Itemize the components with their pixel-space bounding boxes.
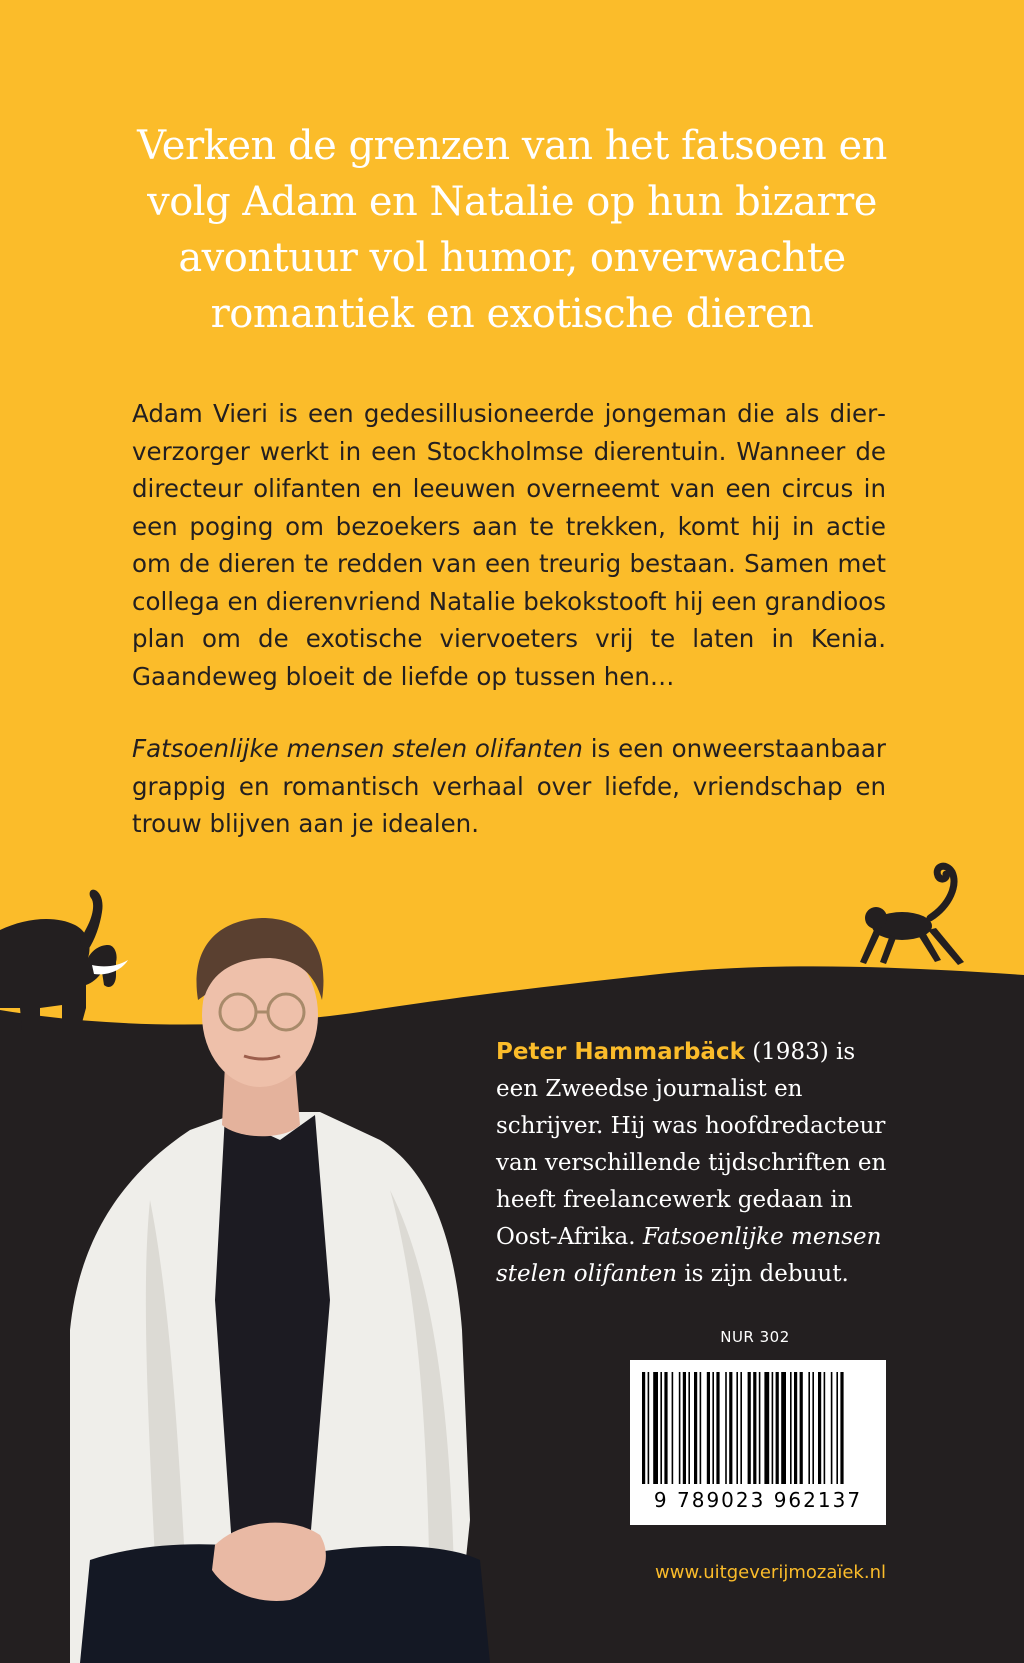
barcode-bar bbox=[759, 1372, 761, 1484]
book-title: Fatsoenlijke mensen stelen olifanten bbox=[132, 734, 583, 763]
barcode-bar bbox=[642, 1372, 645, 1484]
barcode-bar bbox=[818, 1372, 821, 1484]
barcode-bar bbox=[764, 1372, 769, 1484]
nur-code: NUR 302 bbox=[720, 1328, 790, 1346]
barcode-bar bbox=[712, 1372, 714, 1484]
barcode-bar bbox=[776, 1372, 779, 1484]
publisher-website[interactable]: www.uitgeverijmozaïek.nl bbox=[655, 1562, 886, 1583]
barcode-bar bbox=[648, 1372, 650, 1484]
bio-text: is een Zweedse journalist en schrijver. Hij was hoofdredacteur van verschillende tijdschriften en heeft freelancewerk gedaan in Oost-Afrika. bbox=[496, 1039, 887, 1250]
author-bio bbox=[496, 1034, 896, 1293]
barcode-bar bbox=[772, 1372, 774, 1484]
barcode-bar bbox=[836, 1372, 838, 1484]
blurb-paragraph-2 bbox=[132, 730, 886, 843]
barcode-bar bbox=[808, 1372, 810, 1484]
barcode-bar bbox=[729, 1372, 732, 1484]
barcode-bar bbox=[740, 1372, 742, 1484]
barcode-bar bbox=[781, 1372, 786, 1484]
barcode-bar bbox=[653, 1372, 658, 1484]
barcode bbox=[630, 1360, 886, 1525]
barcode-bar bbox=[812, 1372, 814, 1484]
tagline-line: volg Adam en Natalie op hun bizarre bbox=[147, 179, 877, 225]
barcode-bar bbox=[683, 1372, 686, 1484]
tagline bbox=[110, 118, 914, 342]
blurb bbox=[132, 395, 886, 843]
barcode-bar bbox=[672, 1372, 674, 1484]
barcode-bar bbox=[716, 1372, 719, 1484]
barcode-bar bbox=[688, 1372, 690, 1484]
barcode-bar bbox=[800, 1372, 803, 1484]
barcode-bar bbox=[707, 1372, 710, 1484]
barcode-bar bbox=[660, 1372, 662, 1484]
barcode-bar bbox=[824, 1372, 826, 1484]
barcode-bar bbox=[664, 1372, 667, 1484]
tagline-line: romantiek en exotische dieren bbox=[210, 291, 814, 337]
barcode-bar bbox=[794, 1372, 797, 1484]
tagline-line: avontuur vol humor, onverwachte bbox=[178, 235, 846, 281]
barcode-bar bbox=[694, 1372, 697, 1484]
author-name: Peter Hammarbäck bbox=[496, 1039, 745, 1065]
blurb-paragraph-2-text: is een onweerstaanbaar grappig en romantisch verhaal over liefde, vriendschap en trouw blijven aan je idealen. bbox=[132, 734, 886, 838]
barcode-bar bbox=[725, 1372, 727, 1484]
tagline-line: Verken de grenzen van het fatsoen en bbox=[137, 123, 887, 169]
barcode-bar bbox=[840, 1372, 843, 1484]
barcode-bar bbox=[748, 1372, 751, 1484]
bio-text-end: is zijn debuut. bbox=[677, 1261, 849, 1287]
barcode-bar bbox=[753, 1372, 756, 1484]
blurb-paragraph-1: Adam Vieri is een gedesillusioneerde jongeman die als dierverzorger werkt in een Stockholmse dierentuin. Wanneer de directeur olifanten en leeuwen overneemt van een circus in een poging om bezoekers aan te trekken, komt hij in actie om de dieren te redden van een treurig bestaan. Samen met collega en dierenvriend Natalie bekokstooft hij een grandioos plan om de exotische viervoeters vrij te laten in Kenia. Gaandeweg bloeit de liefde op tussen hen… bbox=[132, 399, 886, 691]
isbn-number: 9 789023 962137 bbox=[653, 1488, 863, 1512]
barcode-bar bbox=[831, 1372, 833, 1484]
author-year: (1983) bbox=[744, 1039, 829, 1065]
barcode-bar bbox=[790, 1372, 792, 1484]
barcode-bar bbox=[736, 1372, 738, 1484]
bio-book-title: Fatsoenlijke mensen stelen olifanten bbox=[496, 1224, 882, 1287]
barcode-bar bbox=[679, 1372, 681, 1484]
barcode-bar bbox=[700, 1372, 702, 1484]
